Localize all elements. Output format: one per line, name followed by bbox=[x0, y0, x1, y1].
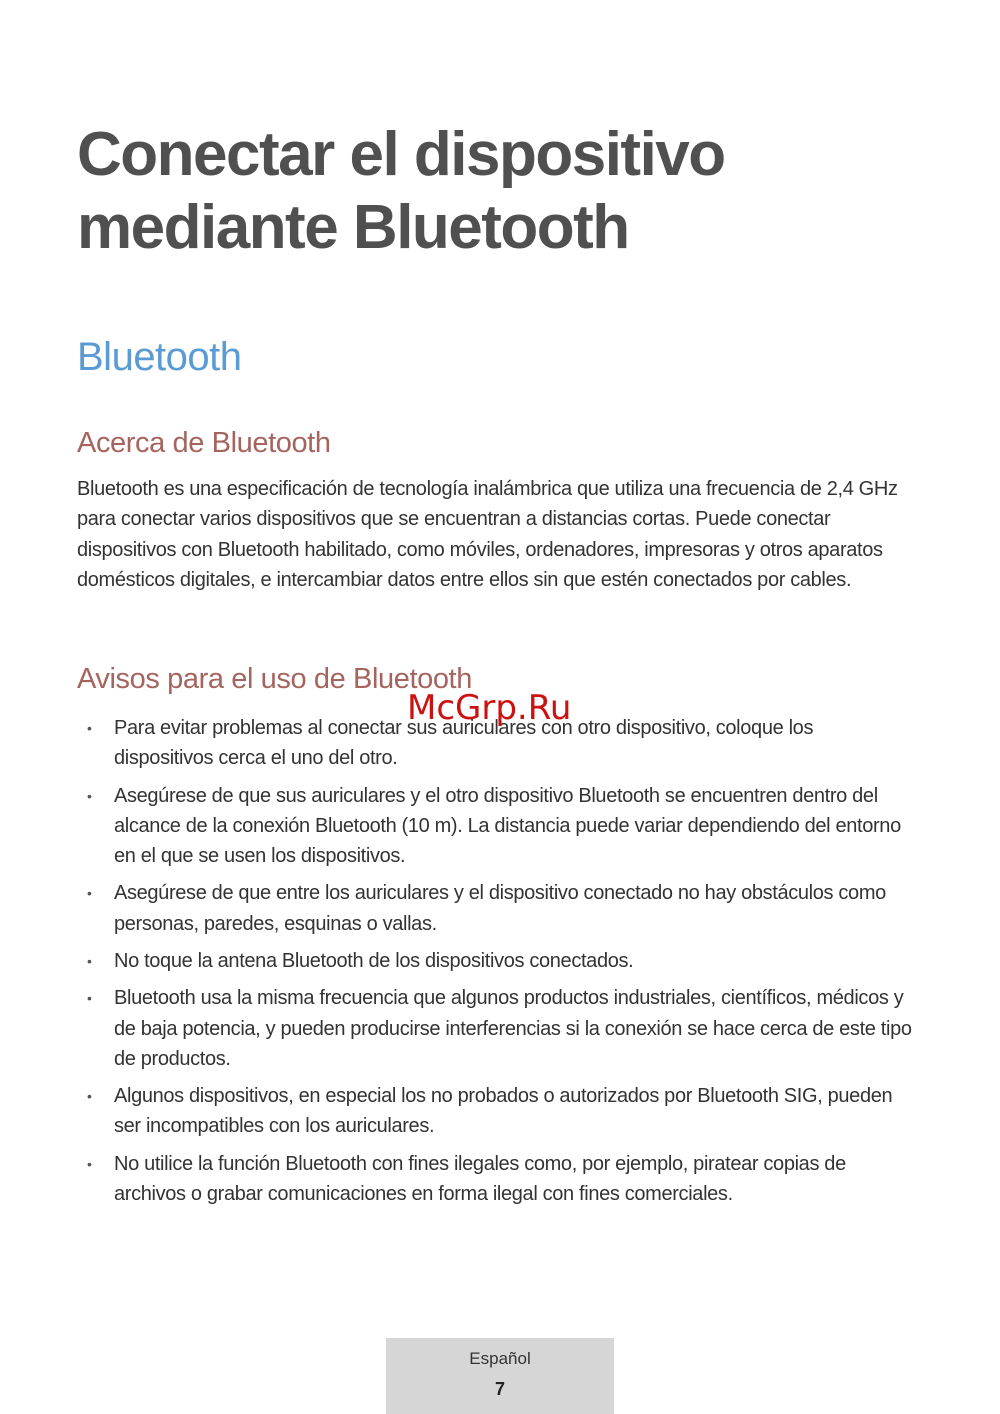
bullet-icon: • bbox=[87, 1088, 92, 1105]
notice-item bbox=[77, 878, 917, 938]
notice-item bbox=[77, 1081, 917, 1141]
notice-text: No toque la antena Bluetooth de los dispositivos conectados. bbox=[114, 949, 634, 972]
page-footer bbox=[386, 1338, 614, 1414]
page-title bbox=[77, 118, 725, 264]
watermark: McGrp.Ru bbox=[407, 688, 572, 728]
page-title-line-2: mediante Bluetooth bbox=[77, 193, 629, 262]
bullet-icon: • bbox=[87, 885, 92, 902]
notice-item bbox=[77, 983, 917, 1074]
bullet-icon: • bbox=[87, 787, 92, 804]
page-title-line-1: Conectar el dispositivo bbox=[77, 120, 725, 189]
about-heading: Acerca de Bluetooth bbox=[77, 427, 331, 459]
notice-text: Bluetooth usa la misma frecuencia que algunos productos industriales, científicos, médicos y de baja potencia, y pueden producirse interferencias si la conexión se hace cerca de este tipo de productos. bbox=[114, 987, 912, 1070]
notice-item bbox=[77, 713, 917, 773]
notices-heading: Avisos para el uso de Bluetooth bbox=[77, 663, 472, 695]
page-number: 7 bbox=[494, 1379, 505, 1399]
bullet-icon: • bbox=[87, 720, 92, 736]
bullet-icon: • bbox=[87, 1155, 92, 1172]
about-paragraph: Bluetooth es una especificación de tecnología inalámbrica que utiliza una frecuencia de 2,4 GHz para conectar varios dispositivos que se encuentran a distancias cortas. Puede conectar dispositivos con Bluetooth habilitado, como móviles, ordenadores, impresoras y otros aparatos domésticos digitales, e intercambiar datos entre ellos sin que estén conectados por cables. bbox=[77, 478, 898, 591]
notice-item bbox=[77, 1149, 917, 1209]
notice-item bbox=[77, 781, 917, 872]
notice-text: Algunos dispositivos, en especial los no probados o autorizados por Bluetooth SIG, pueden ser incompatibles con los auriculares. bbox=[114, 1085, 893, 1138]
notices-list bbox=[77, 713, 917, 1216]
bullet-icon: • bbox=[87, 952, 92, 969]
notice-text: No utilice la función Bluetooth con fines ilegales como, por ejemplo, piratear copias de archivos o grabar comunicaciones en forma ilegal con fines comerciales. bbox=[114, 1152, 846, 1205]
footer-language: Español bbox=[469, 1349, 531, 1368]
notice-text: Asegúrese de que entre los auriculares y el dispositivo conectado no hay obstáculos como personas, paredes, esquinas o vallas. bbox=[114, 882, 886, 935]
section-title: Bluetooth bbox=[77, 335, 242, 379]
notice-text: Asegúrese de que sus auriculares y el otro dispositivo Bluetooth se encuentren dentro del alcance de la conexión Bluetooth (10 m). La distancia puede variar dependiendo del entorno en el que se usen los dispositivos. bbox=[114, 784, 901, 867]
notice-item bbox=[77, 946, 917, 976]
notice-text: Para evitar problemas al conectar sus auriculares con otro dispositivo, coloque los dispositivos cerca el uno del otro. bbox=[114, 717, 814, 770]
bullet-icon: • bbox=[87, 990, 92, 1007]
